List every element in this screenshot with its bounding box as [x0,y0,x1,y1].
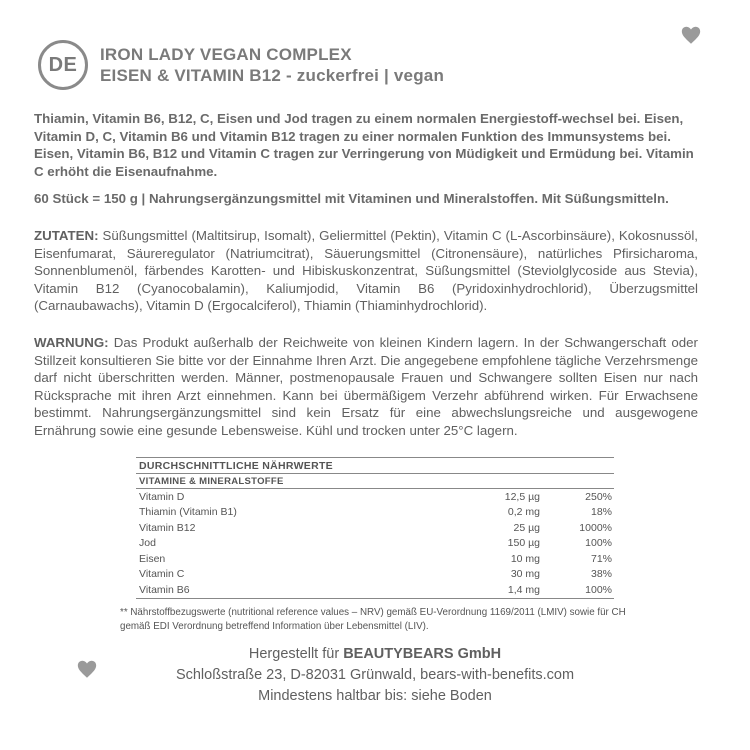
nutrition-rows [136,489,614,598]
nutrition-subtitle: VITAMINE & MINERALSTOFFE [139,476,284,487]
health-claims: Thiamin, Vitamin B6, B12, C, Eisen und Jod tragen zu einem normalen Energiestoff-wechsel bei. Eisen, Vitamin D, C, Vitamin B6 und Vitamin B12 tragen zu einer normalen Funktion des Immunsystems bei. Eisen, Vitamin B6, B12 und Vitamin C tragen zur Verringerung von Müdigkeit und Ermüdung bei. Vitamin C erhöht die Eisenaufnahme. [34,111,694,179]
nutrient-name: Vitamin B12 [139,521,196,534]
nutrient-amount: 150 µg [507,537,540,550]
nutrient-nrv: 1000% [579,521,612,534]
nutrient-amount: 25 µg [513,521,540,534]
nutrient-nrv: 18% [590,506,612,519]
manufacturer-block [0,644,750,707]
product-title: IRON LADY VEGAN COMPLEX [100,45,352,64]
nutrient-name: Vitamin D [139,490,185,503]
nutrient-nrv: 71% [590,552,612,565]
nutrient-amount: 0,2 mg [507,506,540,519]
warning-paragraph [34,334,698,439]
nutrition-table [136,457,614,599]
nutrition-row [136,489,614,505]
manufacturer-brand: BEAUTYBEARS GmbH [343,646,502,662]
nutrition-row [136,505,614,521]
nutrient-amount: 10 mg [510,552,540,565]
nutrition-row [136,520,614,536]
nutrient-name: Jod [139,537,156,550]
product-subtitle: EISEN & VITAMIN B12 - zuckerfrei | vegan [100,66,445,85]
nutrient-name: Thiamin (Vitamin B1) [139,506,237,519]
nrv-footnote: ** Nährstoffbezugswerte (nutritional reference values – NRV) gemäß EU-Verordnung 1169/2011 (LMIV) sowie für CH gemäß EDI Verordnung betreffend Information über Lebensmittel (LIV). [120,607,626,632]
nutrient-name: Eisen [139,552,166,565]
nutrition-row [136,536,614,552]
nutrient-nrv: 250% [585,490,612,503]
ingredients-paragraph [34,227,698,315]
ingredients-label: ZUTATEN: [34,228,99,243]
ingredients-text: Süßungsmittel (Maltitsirup, Isomalt), Geliermittel (Pektin), Vitamin C (L-Ascorbinsäure), Kokosnussöl, Eisenfumarat, Säureregulator (Natriumcitrat), Säuerungsmittel (Citronensäure), natürliches Pfirsicharoma, Sonnenblumenöl, färbendes Karotten- und Hibiskuskonzentrat, Süßungsmittel (Steviolglycoside aus Stevia), Vitamin B12 (Cyanocobalamin), Kaliumjodid, Vitamin B6 (Pyridoxinhydrochlorid), Überzugsmittel (Carnaubawachs), Vitamin D (Ergocalciferol), Thiamin (Thiaminhydrochlorid). [34,228,698,313]
nutrition-row [136,582,614,598]
nutrient-amount: 30 mg [510,568,540,581]
nutrition-title: DURCHSCHNITTLICHE NÄHRWERTE [139,460,333,472]
warning-text: Das Produkt außerhalb der Reichweite von kleinen Kindern lagern. In der Schwangerschaft oder Stillzeit konsultieren Sie bitte vor der Einnahme Ihren Arzt. Die angegebene empfohlene tägliche Verzehrsmenge darf nicht überschritten werden. Männer, postmenopausale Frauen und Schwangere sollten Eisen nur nach Rücksprache mit ihren Arzt einnehmen. Kann bei übermäßigem Verzehr abführend wirken. Für Erwachsene bestimmt. Nahrungsergänzungsmittel sind kein Ersatz für eine abwechslungsreiche und ausgewogene Ernährung sowie eine gesunde Lebensweise. Kühl und trocken unter 25°C lagern. [34,335,698,438]
nutrient-nrv: 100% [585,583,612,596]
product-header [38,40,444,90]
title-block [100,44,444,86]
nutrition-row [136,567,614,583]
nutrient-amount: 12,5 µg [504,490,540,503]
package-content: 60 Stück = 150 g | Nahrungsergänzungsmittel mit Vitaminen und Mineralstoffen. Mit Süßungsmitteln. [34,191,669,206]
nutrient-name: Vitamin C [139,568,185,581]
nutrition-row [136,551,614,567]
manufacturer-line [0,644,750,665]
nutrient-nrv: 100% [585,537,612,550]
nutrient-nrv: 38% [590,568,612,581]
heart-icon [680,24,702,46]
manufacturer-prefix: Hergestellt für [248,646,344,662]
nutrient-name: Vitamin B6 [139,583,190,596]
best-before: Mindestens haltbar bis: siehe Boden [258,688,492,704]
manufacturer-address: Schloßstraße 23, D-82031 Grünwald, bears-with-benefits.com [175,667,575,683]
language-badge: DE [38,40,88,90]
warning-label: WARNUNG: [34,335,109,350]
nutrient-amount: 1,4 mg [507,583,540,596]
